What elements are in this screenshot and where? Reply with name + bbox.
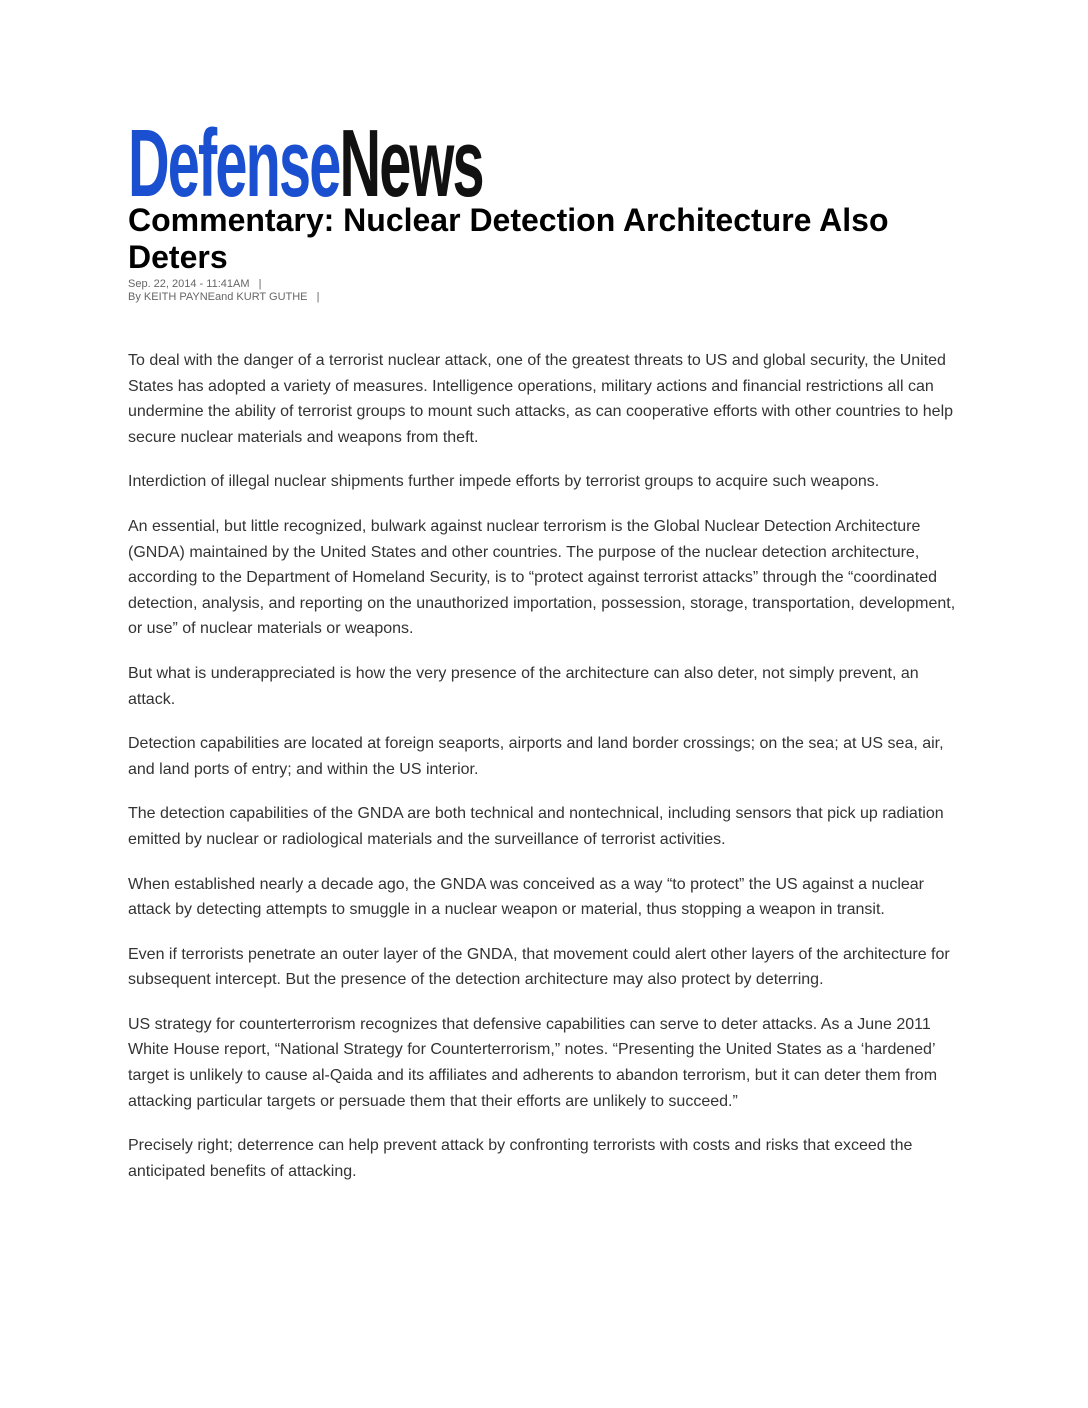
paragraph: Precisely right; deterrence can help prevent attack by confronting terrorists with costs and risks that exceed the anticipated benefits of attacking. (128, 1137, 913, 1180)
paragraph: Interdiction of illegal nuclear shipments further impede efforts by terrorist groups to acquire such weapons. (128, 473, 880, 491)
article-page (128, 110, 960, 1203)
paragraph: US strategy for counterterrorism recognizes that defensive capabilities can serve to deter attacks. As a June 2011 White House report, “National Strategy for Counterterrorism,” notes. “Presenting the United States as a ‘hardened’ target is unlikely to cause al-Qaida and its affiliates and adherents to abandon terrorism, but it can deter them from attacking particular targets or persuade them that their efforts are unlikely to succeed.” (128, 1015, 938, 1110)
paragraph: Detection capabilities are located at foreign seaports, airports and land border crossings; on the sea; at US sea, air, and land ports of entry; and within the US interior. (128, 735, 944, 778)
article-dateline: Sep. 22, 2014 - 11:41AM | (128, 278, 262, 290)
defense-news-logo (128, 110, 488, 217)
paragraph: When established nearly a decade ago, the GNDA was conceived as a way “to protect” the US against a nuclear attack by detecting attempts to smuggle in a nuclear weapon or material, thus stopping a weapon in transit. (128, 875, 924, 919)
paragraph: An essential, but little recognized, bulwark against nuclear terrorism is the Global Nuclear Detection Architecture (GNDA) maintained by the United States and other countries. The purpose of the nuclear detection architecture, according to the Department of Homeland Security, is to “protect against terrorist attacks” through the “coordinated detection, analysis, and reporting on the unauthorized importation, possession, storage, transportation, development, or use” of nuclear materials or weapons. (128, 517, 956, 638)
article-body (128, 348, 960, 1184)
article-byline: By KEITH PAYNEand KURT GUTHE | (128, 291, 320, 303)
paragraph: But what is underappreciated is how the very presence of the architecture can also deter, not simply prevent, an attack. (128, 664, 919, 708)
paragraph: Even if terrorists penetrate an outer layer of the GNDA, that movement could alert other layers of the architecture for subsequent intercept. But the presence of the detection architecture may also protect by deterring. (128, 945, 950, 989)
paragraph: To deal with the danger of a terrorist nuclear attack, one of the greatest threats to US and global security, the United States has adopted a variety of measures. Intelligence operations, military actions and financial restrictions all can undermine the ability of terrorist groups to mount such attacks, as can cooperative efforts with other countries to help secure nuclear materials and weapons from theft. (128, 352, 954, 446)
logo-defense: Defense (128, 110, 340, 217)
logo-news: News (339, 110, 483, 217)
paragraph: The detection capabilities of the GNDA are both technical and nontechnical, including sensors that pick up radiation emitted by nuclear or radiological materials and the surveillance of terrorist activities. (128, 805, 944, 848)
article-title: Commentary: Nuclear Detection Architecture Also Deters (128, 202, 889, 275)
